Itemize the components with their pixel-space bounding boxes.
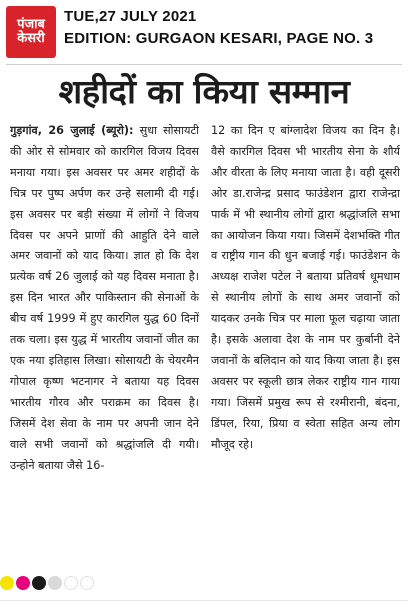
edition-header <box>64 6 373 50</box>
logo-text-line1: पंजाब <box>17 17 45 33</box>
bottom-divider <box>0 600 408 601</box>
color-swatch-white-2 <box>80 576 94 590</box>
color-swatch-gray <box>48 576 62 590</box>
article-headline: शहीदों का किया सम्मान <box>58 72 350 111</box>
color-swatch-black <box>32 576 46 590</box>
color-swatch-magenta <box>16 576 30 590</box>
article-body <box>10 121 400 556</box>
article-dateline: गुड़गांव, 26 जुलाई (ब्यूरो): <box>10 124 134 137</box>
article-column-right <box>211 121 400 556</box>
color-swatch-yellow <box>0 576 14 590</box>
header-divider <box>6 64 402 65</box>
color-swatch-white-1 <box>64 576 78 590</box>
punjab-kesari-logo <box>6 6 56 58</box>
printer-color-bar <box>0 576 96 590</box>
article-text-column1: सुधा सोसायटी की ओर से सोमवार को कारगिल विजय दिवस मनाया गया। इस अवसर पर अमर शहीदों के चित्र पर पुष्प अर्पण कर उन्हे सलामी दी गई। इस अवसर पर बड़ी संख्या में लोगों ने विजय दिवस पर अपने प्राणों की आहुति देने वाले अमर जवानों को याद किया। ज्ञात हो कि देश प्रत्येक वर्ष 26 जुलाई को यह दिवस मनाता है। इस दिन भारत और पाकिस्तान की सेनाओं के बीच वर्ष 1999 में हुए कारगिल युद्ध 60 दिनों तक चला। इस युद्ध में भारतीय जवानों जीत का एक नया इतिहास लिखा। सोसायटी के चेयरमैन गोपाल कृष्ण भटनागर ने बताया यह दिवस भारतीय गौरव और पराक्रम का दिवस है। जिसमें देश सेवा के नाम पर अपनी जान देने वाले सभी जवानों को श्रद्धांजलि दी गयी। उन्होने बताया जैसे 16- <box>10 124 199 472</box>
article-paragraph-1 <box>10 121 199 476</box>
publication-date: TUE,27 JULY 2021 <box>64 8 197 25</box>
edition-info: EDITION: GURGAON KESARI, PAGE NO. 3 <box>64 30 374 47</box>
article-column-left <box>10 121 199 556</box>
logo-text-line2: केसरी <box>17 31 45 46</box>
article-paragraph-2: 12 का दिन ए बांग्लादेश विजय का दिन है। वैसे कारगिल दिवस भी भारतीय सेना के शौर्य और वीरता के लिए मनाया जाता है। वही दूसरी ओर डा.राजेन्द्र प्रसाद फाउंडेशन द्वारा राजेन्द्रा पार्क में भी स्थानीय लोगों द्वारा श्रद्धांजलि सभा का आयोजन किया गया। जिसमें देशभक्ति गीत व राष्ट्रीय गान की धुन बजाई गई। फाउंडेशन के अध्यक्ष राजेश पटेल ने बताया प्रतिवर्ष धूमधाम से स्थानीय लोगों के साथ अमर जवानों को यादकर उनके चित्र पर माला फूल चढ़ाया जाता है। इसके अलावा देश के नाम पर कुर्बानी देने जवानों के बलिदान को याद किया जाता है। इस अवसर पर स्कूली छात्र लेकर राष्ट्रीय गान गाया गया। जिसमें प्रमुख रूप से रश्मीरानी, बंदना, डिंपल, रिया, प्रिया व स्वेता सहित अन्य लोग मौजूद रहे। <box>211 124 400 451</box>
